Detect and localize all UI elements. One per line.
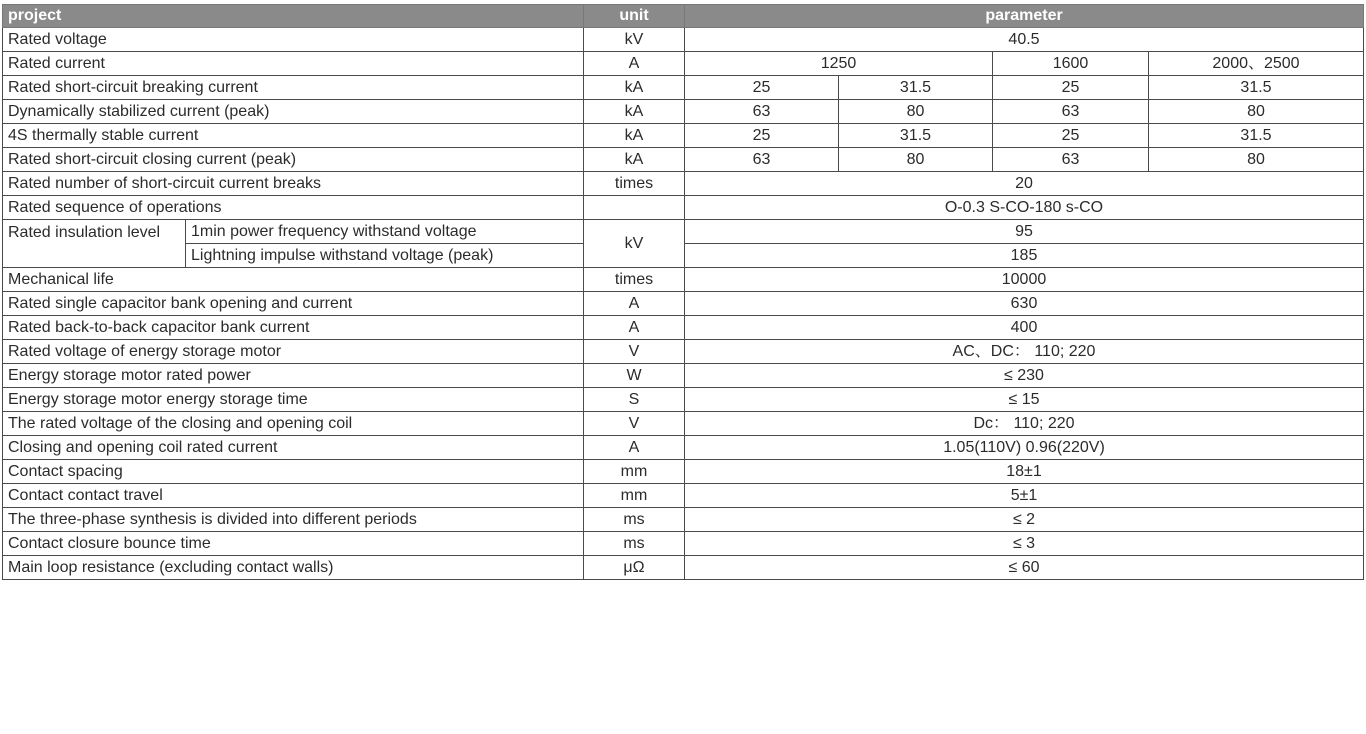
row-unit: W — [584, 364, 685, 388]
row-unit: kA — [584, 76, 685, 100]
row-label: The three-phase synthesis is divided into different periods — [3, 508, 584, 532]
row-value: 10000 — [685, 268, 1364, 292]
spec-table — [2, 4, 1364, 580]
row-unit: ms — [584, 508, 685, 532]
row-unit: kA — [584, 124, 685, 148]
table-row — [3, 388, 1364, 412]
table-row — [3, 100, 1364, 124]
row-label: Rated voltage of energy storage motor — [3, 340, 584, 364]
row-value: 1.05(110V) 0.96(220V) — [685, 436, 1364, 460]
table-row — [3, 316, 1364, 340]
row-value: O-0.3 S-CO-180 s-CO — [685, 196, 1364, 220]
row-value: 80 — [1149, 148, 1364, 172]
row-value: 40.5 — [685, 28, 1364, 52]
row-unit: S — [584, 388, 685, 412]
row-value: Dc： 110; 220 — [685, 412, 1364, 436]
table-row — [3, 148, 1364, 172]
row-label: Rated number of short-circuit current breaks — [3, 172, 584, 196]
row-unit: A — [584, 52, 685, 76]
table-row — [3, 172, 1364, 196]
row-value: 1250 — [685, 52, 993, 76]
row-label: Rated single capacitor bank opening and current — [3, 292, 584, 316]
table-row — [3, 508, 1364, 532]
table-row — [3, 364, 1364, 388]
row-unit: V — [584, 412, 685, 436]
row-value: 63 — [993, 148, 1149, 172]
row-value: 80 — [839, 148, 993, 172]
row-label: Contact closure bounce time — [3, 532, 584, 556]
row-label: Main loop resistance (excluding contact walls) — [3, 556, 584, 580]
row-label: Contact contact travel — [3, 484, 584, 508]
row-value: 31.5 — [1149, 124, 1364, 148]
row-value: 400 — [685, 316, 1364, 340]
table-row — [3, 196, 1364, 220]
row-unit: kV — [584, 28, 685, 52]
row-unit: mm — [584, 460, 685, 484]
table-row — [3, 484, 1364, 508]
row-label: The rated voltage of the closing and opening coil — [3, 412, 584, 436]
row-value: 63 — [685, 100, 839, 124]
row-unit: mm — [584, 484, 685, 508]
row-unit: kA — [584, 100, 685, 124]
row-label: Rated short-circuit breaking current — [3, 76, 584, 100]
row-label: Rated insulation level — [3, 220, 186, 268]
header-project: project — [3, 5, 584, 28]
row-value: ≤ 60 — [685, 556, 1364, 580]
row-value: 630 — [685, 292, 1364, 316]
row-value: 63 — [685, 148, 839, 172]
header-parameter: parameter — [685, 5, 1364, 28]
row-label: Dynamically stabilized current (peak) — [3, 100, 584, 124]
row-label: Rated sequence of operations — [3, 196, 584, 220]
row-unit: A — [584, 316, 685, 340]
header-row — [3, 5, 1364, 28]
row-value: ≤ 3 — [685, 532, 1364, 556]
row-label: Rated back-to-back capacitor bank current — [3, 316, 584, 340]
row-unit: μΩ — [584, 556, 685, 580]
row-value: 20 — [685, 172, 1364, 196]
table-row — [3, 460, 1364, 484]
row-value: ≤ 15 — [685, 388, 1364, 412]
row-label: Energy storage motor rated power — [3, 364, 584, 388]
row-label: Contact spacing — [3, 460, 584, 484]
spec-table-container — [2, 4, 1364, 580]
row-value: 25 — [685, 124, 839, 148]
row-value: ≤ 230 — [685, 364, 1364, 388]
row-value: 31.5 — [839, 76, 993, 100]
row-value: 95 — [685, 220, 1364, 244]
row-value: 80 — [839, 100, 993, 124]
row-label: Closing and opening coil rated current — [3, 436, 584, 460]
row-value: 25 — [685, 76, 839, 100]
table-row — [3, 52, 1364, 76]
row-value: 63 — [993, 100, 1149, 124]
table-row — [3, 268, 1364, 292]
row-unit: ms — [584, 532, 685, 556]
row-unit: A — [584, 436, 685, 460]
row-sublabel: Lightning impulse withstand voltage (peak) — [186, 244, 584, 268]
row-value: AC、DC： 110; 220 — [685, 340, 1364, 364]
row-unit: A — [584, 292, 685, 316]
row-label: Rated short-circuit closing current (peak) — [3, 148, 584, 172]
row-unit: times — [584, 268, 685, 292]
row-value: 185 — [685, 244, 1364, 268]
table-row — [3, 556, 1364, 580]
table-row — [3, 436, 1364, 460]
table-row — [3, 340, 1364, 364]
row-unit: kV — [584, 220, 685, 268]
row-label: Energy storage motor energy storage time — [3, 388, 584, 412]
row-value: 25 — [993, 124, 1149, 148]
table-row — [3, 220, 1364, 244]
row-value: 1600 — [993, 52, 1149, 76]
row-label: Rated current — [3, 52, 584, 76]
row-label: 4S thermally stable current — [3, 124, 584, 148]
row-value: 31.5 — [839, 124, 993, 148]
table-row — [3, 28, 1364, 52]
table-row — [3, 124, 1364, 148]
row-value: 18±1 — [685, 460, 1364, 484]
row-value: 25 — [993, 76, 1149, 100]
table-row — [3, 532, 1364, 556]
table-row — [3, 292, 1364, 316]
table-row — [3, 76, 1364, 100]
row-unit: times — [584, 172, 685, 196]
row-value: 80 — [1149, 100, 1364, 124]
row-value: 2000、2500 — [1149, 52, 1364, 76]
row-label: Mechanical life — [3, 268, 584, 292]
row-sublabel: 1min power frequency withstand voltage — [186, 220, 584, 244]
row-label: Rated voltage — [3, 28, 584, 52]
row-unit — [584, 196, 685, 220]
row-value: ≤ 2 — [685, 508, 1364, 532]
row-unit: kA — [584, 148, 685, 172]
header-unit: unit — [584, 5, 685, 28]
row-value: 31.5 — [1149, 76, 1364, 100]
row-unit: V — [584, 340, 685, 364]
row-value: 5±1 — [685, 484, 1364, 508]
table-row — [3, 412, 1364, 436]
